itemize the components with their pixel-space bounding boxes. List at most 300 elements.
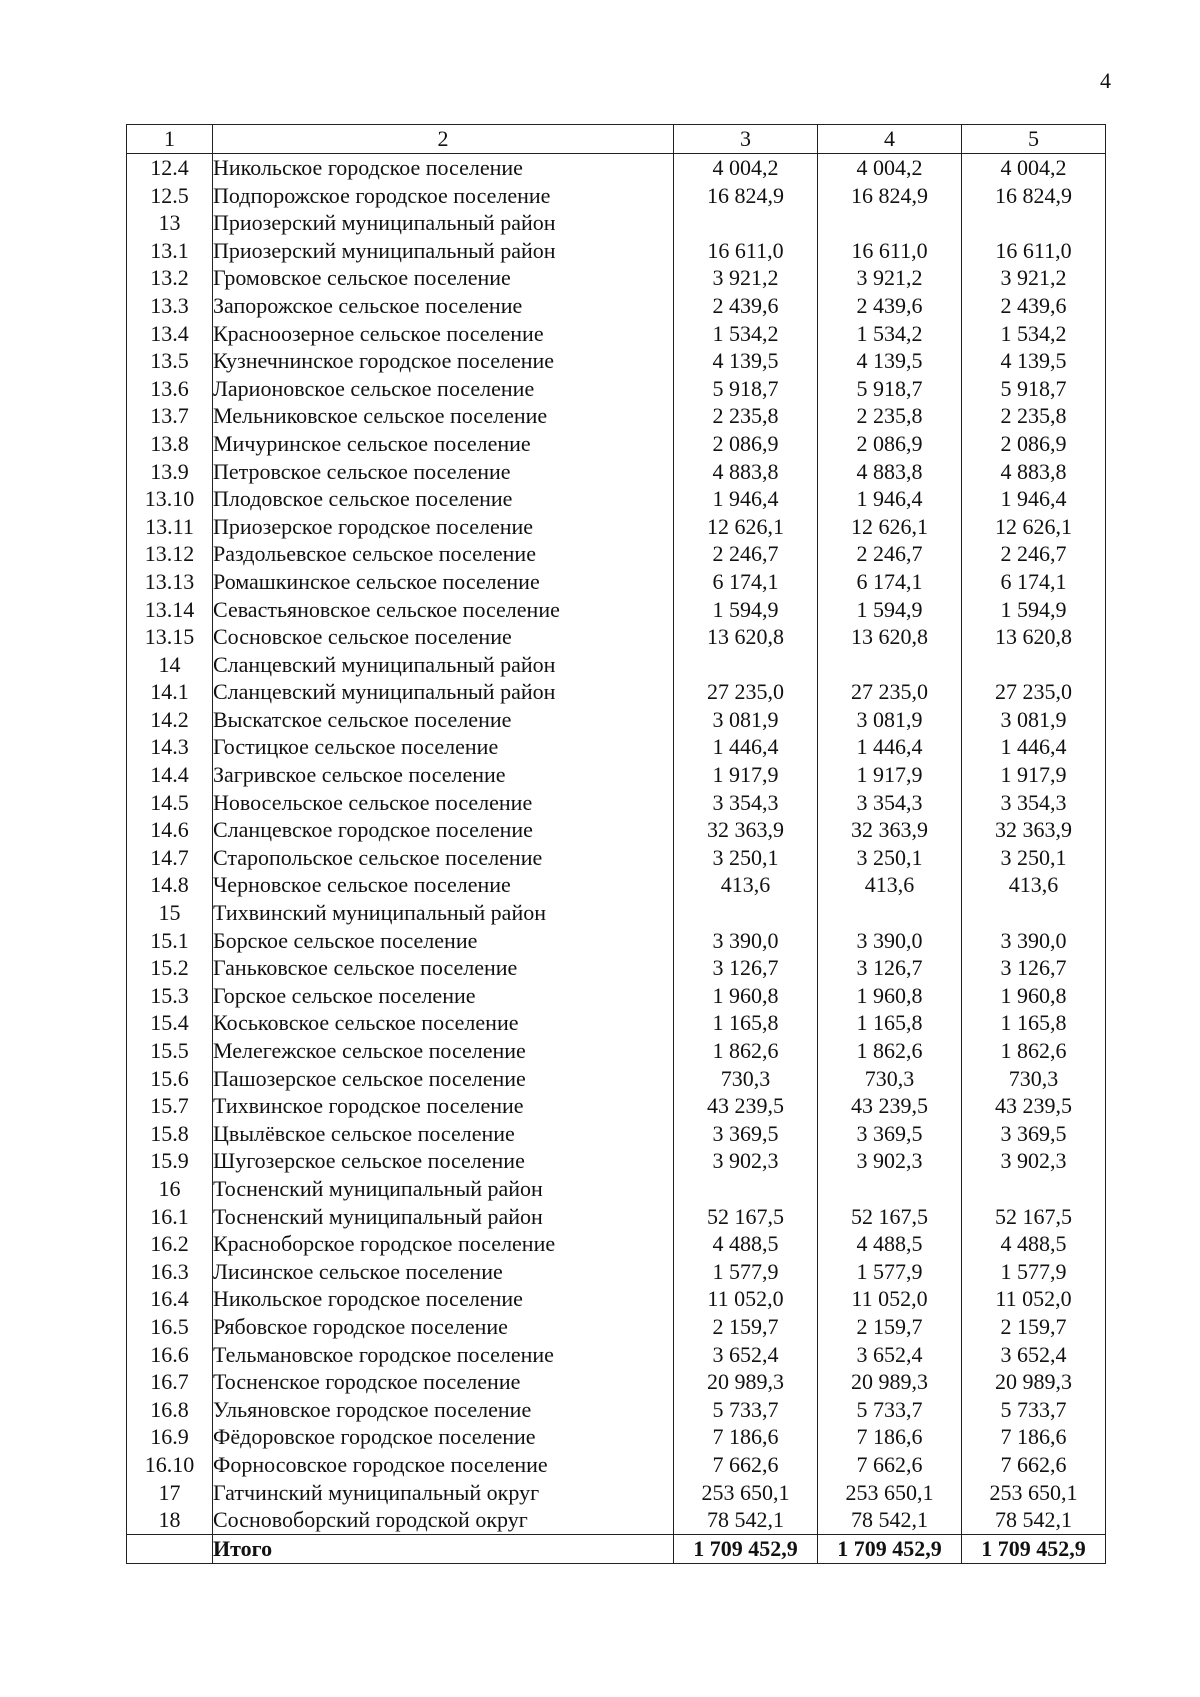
municipality-name: Севастьяновское сельское поселение bbox=[213, 596, 674, 624]
amount-col-4: 1 946,4 bbox=[818, 485, 962, 513]
municipality-name: Тосненский муниципальный район bbox=[213, 1203, 674, 1231]
budget-table bbox=[126, 124, 1106, 1564]
municipality-name: Никольское городское поселение bbox=[213, 1285, 674, 1313]
table-row bbox=[127, 1120, 1106, 1148]
municipality-name: Никольское городское поселение bbox=[213, 154, 674, 182]
total-col-4: 1 709 452,9 bbox=[818, 1534, 962, 1563]
table-row bbox=[127, 789, 1106, 817]
amount-col-5: 253 650,1 bbox=[962, 1479, 1106, 1507]
row-number: 13.3 bbox=[127, 292, 213, 320]
amount-col-5: 3 250,1 bbox=[962, 844, 1106, 872]
amount-col-3: 52 167,5 bbox=[674, 1203, 818, 1231]
row-number: 14.1 bbox=[127, 678, 213, 706]
amount-col-5: 1 862,6 bbox=[962, 1037, 1106, 1065]
amount-col-5: 4 883,8 bbox=[962, 458, 1106, 486]
amount-col-5: 32 363,9 bbox=[962, 816, 1106, 844]
amount-col-4 bbox=[818, 651, 962, 679]
amount-col-5: 1 165,8 bbox=[962, 1009, 1106, 1037]
amount-col-3 bbox=[674, 209, 818, 237]
amount-col-4: 3 921,2 bbox=[818, 264, 962, 292]
amount-col-3: 5 918,7 bbox=[674, 375, 818, 403]
amount-col-4: 2 246,7 bbox=[818, 540, 962, 568]
amount-col-5: 5 918,7 bbox=[962, 375, 1106, 403]
amount-col-4: 6 174,1 bbox=[818, 568, 962, 596]
amount-col-4: 7 662,6 bbox=[818, 1451, 962, 1479]
amount-col-5: 3 126,7 bbox=[962, 954, 1106, 982]
amount-col-3: 2 086,9 bbox=[674, 430, 818, 458]
amount-col-5: 1 446,4 bbox=[962, 733, 1106, 761]
amount-col-3 bbox=[674, 651, 818, 679]
header-col-1: 1 bbox=[127, 125, 213, 154]
municipality-name: Мельниковское сельское поселение bbox=[213, 402, 674, 430]
table-row bbox=[127, 1479, 1106, 1507]
amount-col-4: 3 081,9 bbox=[818, 706, 962, 734]
amount-col-5: 1 577,9 bbox=[962, 1258, 1106, 1286]
amount-col-3: 1 862,6 bbox=[674, 1037, 818, 1065]
municipality-name: Пашозерское сельское поселение bbox=[213, 1065, 674, 1093]
amount-col-3: 3 081,9 bbox=[674, 706, 818, 734]
amount-col-5: 7 662,6 bbox=[962, 1451, 1106, 1479]
amount-col-3 bbox=[674, 899, 818, 927]
row-number: 13.2 bbox=[127, 264, 213, 292]
row-number: 15.9 bbox=[127, 1147, 213, 1175]
amount-col-3: 7 186,6 bbox=[674, 1423, 818, 1451]
amount-col-3: 2 159,7 bbox=[674, 1313, 818, 1341]
table-row bbox=[127, 292, 1106, 320]
amount-col-5: 43 239,5 bbox=[962, 1092, 1106, 1120]
amount-col-5: 78 542,1 bbox=[962, 1506, 1106, 1534]
municipality-name: Сосновское сельское поселение bbox=[213, 623, 674, 651]
row-number: 18 bbox=[127, 1506, 213, 1534]
amount-col-5: 3 369,5 bbox=[962, 1120, 1106, 1148]
amount-col-5: 2 439,6 bbox=[962, 292, 1106, 320]
amount-col-4: 3 390,0 bbox=[818, 927, 962, 955]
total-label: Итого bbox=[213, 1534, 674, 1563]
table-row bbox=[127, 458, 1106, 486]
amount-col-3: 4 883,8 bbox=[674, 458, 818, 486]
amount-col-3: 16 824,9 bbox=[674, 182, 818, 210]
municipality-name: Рябовское городское поселение bbox=[213, 1313, 674, 1341]
table-row bbox=[127, 347, 1106, 375]
table-row bbox=[127, 1285, 1106, 1313]
row-number: 16.9 bbox=[127, 1423, 213, 1451]
municipality-name: Мичуринское сельское поселение bbox=[213, 430, 674, 458]
amount-col-5: 13 620,8 bbox=[962, 623, 1106, 651]
municipality-name: Ромашкинское сельское поселение bbox=[213, 568, 674, 596]
row-number: 15.2 bbox=[127, 954, 213, 982]
table-row bbox=[127, 1451, 1106, 1479]
row-number: 14.7 bbox=[127, 844, 213, 872]
amount-col-3: 32 363,9 bbox=[674, 816, 818, 844]
table-row bbox=[127, 237, 1106, 265]
table-row bbox=[127, 1368, 1106, 1396]
amount-col-3: 3 126,7 bbox=[674, 954, 818, 982]
header-row bbox=[127, 125, 1106, 154]
row-number: 16.7 bbox=[127, 1368, 213, 1396]
municipality-name: Сланцевский муниципальный район bbox=[213, 678, 674, 706]
amount-col-4: 1 594,9 bbox=[818, 596, 962, 624]
amount-col-3: 43 239,5 bbox=[674, 1092, 818, 1120]
table-row bbox=[127, 899, 1106, 927]
amount-col-5: 4 488,5 bbox=[962, 1230, 1106, 1258]
table-row bbox=[127, 596, 1106, 624]
table-row bbox=[127, 954, 1106, 982]
amount-col-3: 730,3 bbox=[674, 1065, 818, 1093]
row-number: 16.10 bbox=[127, 1451, 213, 1479]
amount-col-5: 1 960,8 bbox=[962, 982, 1106, 1010]
total-col-3: 1 709 452,9 bbox=[674, 1534, 818, 1563]
municipality-name: Ларионовское сельское поселение bbox=[213, 375, 674, 403]
amount-col-5: 3 081,9 bbox=[962, 706, 1106, 734]
amount-col-4 bbox=[818, 209, 962, 237]
row-number: 14.3 bbox=[127, 733, 213, 761]
row-number: 14.5 bbox=[127, 789, 213, 817]
amount-col-3: 20 989,3 bbox=[674, 1368, 818, 1396]
municipality-name: Гатчинский муниципальный округ bbox=[213, 1479, 674, 1507]
municipality-name: Тосненское городское поселение bbox=[213, 1368, 674, 1396]
amount-col-4: 1 917,9 bbox=[818, 761, 962, 789]
amount-col-3: 3 250,1 bbox=[674, 844, 818, 872]
row-number: 15.6 bbox=[127, 1065, 213, 1093]
row-number: 15.8 bbox=[127, 1120, 213, 1148]
amount-col-5: 11 052,0 bbox=[962, 1285, 1106, 1313]
municipality-name: Кузнечнинское городское поселение bbox=[213, 347, 674, 375]
municipality-name: Петровское сельское поселение bbox=[213, 458, 674, 486]
amount-col-4: 1 577,9 bbox=[818, 1258, 962, 1286]
table-row bbox=[127, 816, 1106, 844]
amount-col-4: 16 824,9 bbox=[818, 182, 962, 210]
table-row bbox=[127, 320, 1106, 348]
amount-col-3: 3 390,0 bbox=[674, 927, 818, 955]
municipality-name: Сланцевский муниципальный район bbox=[213, 651, 674, 679]
amount-col-4 bbox=[818, 1175, 962, 1203]
row-number: 17 bbox=[127, 1479, 213, 1507]
amount-col-3: 11 052,0 bbox=[674, 1285, 818, 1313]
municipality-name: Ганьковское сельское поселение bbox=[213, 954, 674, 982]
row-number: 14.4 bbox=[127, 761, 213, 789]
amount-col-4: 2 439,6 bbox=[818, 292, 962, 320]
amount-col-4: 1 165,8 bbox=[818, 1009, 962, 1037]
amount-col-4: 3 902,3 bbox=[818, 1147, 962, 1175]
municipality-name: Тосненский муниципальный район bbox=[213, 1175, 674, 1203]
table-row bbox=[127, 402, 1106, 430]
row-number: 12.4 bbox=[127, 154, 213, 182]
table-row bbox=[127, 430, 1106, 458]
row-number: 15.4 bbox=[127, 1009, 213, 1037]
municipality-name: Выскатское сельское поселение bbox=[213, 706, 674, 734]
amount-col-4: 4 488,5 bbox=[818, 1230, 962, 1258]
amount-col-5: 16 824,9 bbox=[962, 182, 1106, 210]
amount-col-4: 413,6 bbox=[818, 871, 962, 899]
amount-col-3: 4 139,5 bbox=[674, 347, 818, 375]
amount-col-5: 3 902,3 bbox=[962, 1147, 1106, 1175]
amount-col-5: 5 733,7 bbox=[962, 1396, 1106, 1424]
amount-col-4: 5 918,7 bbox=[818, 375, 962, 403]
table-row bbox=[127, 182, 1106, 210]
table-row bbox=[127, 1396, 1106, 1424]
table-row bbox=[127, 1203, 1106, 1231]
municipality-name: Тихвинское городское поселение bbox=[213, 1092, 674, 1120]
row-number: 15.7 bbox=[127, 1092, 213, 1120]
amount-col-3: 78 542,1 bbox=[674, 1506, 818, 1534]
amount-col-5 bbox=[962, 1175, 1106, 1203]
amount-col-5 bbox=[962, 899, 1106, 927]
row-number: 16.5 bbox=[127, 1313, 213, 1341]
table-row bbox=[127, 1092, 1106, 1120]
header-col-3: 3 bbox=[674, 125, 818, 154]
amount-col-4: 13 620,8 bbox=[818, 623, 962, 651]
row-number: 14 bbox=[127, 651, 213, 679]
table-row bbox=[127, 982, 1106, 1010]
municipality-name: Красноборское городское поселение bbox=[213, 1230, 674, 1258]
row-number: 14.8 bbox=[127, 871, 213, 899]
amount-col-3: 1 960,8 bbox=[674, 982, 818, 1010]
table-row bbox=[127, 568, 1106, 596]
amount-col-5 bbox=[962, 651, 1106, 679]
amount-col-3: 16 611,0 bbox=[674, 237, 818, 265]
amount-col-4: 11 052,0 bbox=[818, 1285, 962, 1313]
row-number: 14.2 bbox=[127, 706, 213, 734]
total-row bbox=[127, 1534, 1106, 1563]
amount-col-3: 13 620,8 bbox=[674, 623, 818, 651]
municipality-name: Цвылёвское сельское поселение bbox=[213, 1120, 674, 1148]
row-number: 15.1 bbox=[127, 927, 213, 955]
amount-col-5: 3 354,3 bbox=[962, 789, 1106, 817]
table-row bbox=[127, 485, 1106, 513]
municipality-name: Коськовское сельское поселение bbox=[213, 1009, 674, 1037]
amount-col-5: 2 086,9 bbox=[962, 430, 1106, 458]
municipality-name: Гостицкое сельское поселение bbox=[213, 733, 674, 761]
amount-col-5: 1 917,9 bbox=[962, 761, 1106, 789]
amount-col-5: 730,3 bbox=[962, 1065, 1106, 1093]
row-number: 16 bbox=[127, 1175, 213, 1203]
row-number: 13.9 bbox=[127, 458, 213, 486]
amount-col-4: 1 960,8 bbox=[818, 982, 962, 1010]
amount-col-4: 12 626,1 bbox=[818, 513, 962, 541]
row-number: 13.11 bbox=[127, 513, 213, 541]
page-number: 4 bbox=[1100, 68, 1111, 93]
row-number: 13.14 bbox=[127, 596, 213, 624]
amount-col-4: 1 534,2 bbox=[818, 320, 962, 348]
row-number: 13.5 bbox=[127, 347, 213, 375]
row-number: 13.10 bbox=[127, 485, 213, 513]
table-row bbox=[127, 154, 1106, 182]
municipality-name: Приозерский муниципальный район bbox=[213, 237, 674, 265]
amount-col-3: 3 902,3 bbox=[674, 1147, 818, 1175]
row-number: 13.15 bbox=[127, 623, 213, 651]
amount-col-3: 3 369,5 bbox=[674, 1120, 818, 1148]
amount-col-3: 253 650,1 bbox=[674, 1479, 818, 1507]
amount-col-4: 32 363,9 bbox=[818, 816, 962, 844]
amount-col-3: 1 446,4 bbox=[674, 733, 818, 761]
amount-col-3: 2 235,8 bbox=[674, 402, 818, 430]
municipality-name: Красноозерное сельское поселение bbox=[213, 320, 674, 348]
amount-col-4: 4 883,8 bbox=[818, 458, 962, 486]
amount-col-5: 20 989,3 bbox=[962, 1368, 1106, 1396]
municipality-name: Громовское сельское поселение bbox=[213, 264, 674, 292]
amount-col-4: 4 004,2 bbox=[818, 154, 962, 182]
amount-col-3: 1 534,2 bbox=[674, 320, 818, 348]
amount-col-3: 1 165,8 bbox=[674, 1009, 818, 1037]
municipality-name: Старопольское сельское поселение bbox=[213, 844, 674, 872]
amount-col-4: 43 239,5 bbox=[818, 1092, 962, 1120]
amount-col-4: 20 989,3 bbox=[818, 1368, 962, 1396]
total-row-number bbox=[127, 1534, 213, 1563]
municipality-name: Приозерское городское поселение bbox=[213, 513, 674, 541]
table-row bbox=[127, 761, 1106, 789]
municipality-name: Форносовское городское поселение bbox=[213, 1451, 674, 1479]
table-row bbox=[127, 678, 1106, 706]
table-row bbox=[127, 871, 1106, 899]
municipality-name: Плодовское сельское поселение bbox=[213, 485, 674, 513]
amount-col-5 bbox=[962, 209, 1106, 237]
row-number: 15.5 bbox=[127, 1037, 213, 1065]
amount-col-4: 3 354,3 bbox=[818, 789, 962, 817]
amount-col-3: 5 733,7 bbox=[674, 1396, 818, 1424]
amount-col-4: 52 167,5 bbox=[818, 1203, 962, 1231]
amount-col-4: 78 542,1 bbox=[818, 1506, 962, 1534]
amount-col-3: 2 246,7 bbox=[674, 540, 818, 568]
table-row bbox=[127, 1506, 1106, 1534]
table-body bbox=[127, 154, 1106, 1564]
total-col-5: 1 709 452,9 bbox=[962, 1534, 1106, 1563]
amount-col-3: 3 354,3 bbox=[674, 789, 818, 817]
amount-col-3: 12 626,1 bbox=[674, 513, 818, 541]
municipality-name: Мелегежское сельское поселение bbox=[213, 1037, 674, 1065]
table-row bbox=[127, 1175, 1106, 1203]
row-number: 13.12 bbox=[127, 540, 213, 568]
municipality-name: Тихвинский муниципальный район bbox=[213, 899, 674, 927]
amount-col-4: 2 235,8 bbox=[818, 402, 962, 430]
municipality-name: Горское сельское поселение bbox=[213, 982, 674, 1010]
municipality-name: Запорожское сельское поселение bbox=[213, 292, 674, 320]
row-number: 13.8 bbox=[127, 430, 213, 458]
amount-col-4: 7 186,6 bbox=[818, 1423, 962, 1451]
amount-col-5: 1 594,9 bbox=[962, 596, 1106, 624]
table-row bbox=[127, 623, 1106, 651]
amount-col-4: 16 611,0 bbox=[818, 237, 962, 265]
table-row bbox=[127, 706, 1106, 734]
amount-col-3: 4 488,5 bbox=[674, 1230, 818, 1258]
table-row bbox=[127, 651, 1106, 679]
row-number: 16.1 bbox=[127, 1203, 213, 1231]
amount-col-5: 16 611,0 bbox=[962, 237, 1106, 265]
amount-col-4: 5 733,7 bbox=[818, 1396, 962, 1424]
amount-col-3: 1 946,4 bbox=[674, 485, 818, 513]
amount-col-5: 6 174,1 bbox=[962, 568, 1106, 596]
municipality-name: Фёдоровское городское поселение bbox=[213, 1423, 674, 1451]
amount-col-5: 7 186,6 bbox=[962, 1423, 1106, 1451]
municipality-name: Лисинское сельское поселение bbox=[213, 1258, 674, 1286]
header-col-5: 5 bbox=[962, 125, 1106, 154]
municipality-name: Тельмановское городское поселение bbox=[213, 1341, 674, 1369]
municipality-name: Новосельское сельское поселение bbox=[213, 789, 674, 817]
row-number: 13.4 bbox=[127, 320, 213, 348]
amount-col-4: 3 369,5 bbox=[818, 1120, 962, 1148]
amount-col-3: 1 917,9 bbox=[674, 761, 818, 789]
amount-col-5: 1 946,4 bbox=[962, 485, 1106, 513]
amount-col-5: 12 626,1 bbox=[962, 513, 1106, 541]
table-row bbox=[127, 1147, 1106, 1175]
row-number: 16.3 bbox=[127, 1258, 213, 1286]
row-number: 13.6 bbox=[127, 375, 213, 403]
amount-col-3: 27 235,0 bbox=[674, 678, 818, 706]
amount-col-5: 2 235,8 bbox=[962, 402, 1106, 430]
row-number: 16.6 bbox=[127, 1341, 213, 1369]
amount-col-3: 4 004,2 bbox=[674, 154, 818, 182]
table-row bbox=[127, 844, 1106, 872]
table-row bbox=[127, 540, 1106, 568]
amount-col-4: 730,3 bbox=[818, 1065, 962, 1093]
table-row bbox=[127, 375, 1106, 403]
table-row bbox=[127, 1009, 1106, 1037]
amount-col-3: 2 439,6 bbox=[674, 292, 818, 320]
row-number: 12.5 bbox=[127, 182, 213, 210]
amount-col-3: 3 921,2 bbox=[674, 264, 818, 292]
amount-col-5: 3 390,0 bbox=[962, 927, 1106, 955]
table-row bbox=[127, 1423, 1106, 1451]
table-row bbox=[127, 264, 1106, 292]
row-number: 14.6 bbox=[127, 816, 213, 844]
amount-col-4: 2 086,9 bbox=[818, 430, 962, 458]
row-number: 16.4 bbox=[127, 1285, 213, 1313]
table-row bbox=[127, 1230, 1106, 1258]
amount-col-3: 3 652,4 bbox=[674, 1341, 818, 1369]
municipality-name: Подпорожское городское поселение bbox=[213, 182, 674, 210]
header-col-2: 2 bbox=[213, 125, 674, 154]
municipality-name: Борское сельское поселение bbox=[213, 927, 674, 955]
table-row bbox=[127, 513, 1106, 541]
table-row bbox=[127, 1258, 1106, 1286]
amount-col-4 bbox=[818, 899, 962, 927]
table-row bbox=[127, 1037, 1106, 1065]
amount-col-5: 27 235,0 bbox=[962, 678, 1106, 706]
table-row bbox=[127, 1341, 1106, 1369]
amount-col-3: 413,6 bbox=[674, 871, 818, 899]
amount-col-4: 1 862,6 bbox=[818, 1037, 962, 1065]
amount-col-4: 4 139,5 bbox=[818, 347, 962, 375]
amount-col-5: 4 004,2 bbox=[962, 154, 1106, 182]
row-number: 16.2 bbox=[127, 1230, 213, 1258]
header-col-4: 4 bbox=[818, 125, 962, 154]
amount-col-5: 3 652,4 bbox=[962, 1341, 1106, 1369]
row-number: 13.13 bbox=[127, 568, 213, 596]
amount-col-5: 1 534,2 bbox=[962, 320, 1106, 348]
amount-col-5: 2 159,7 bbox=[962, 1313, 1106, 1341]
municipality-name: Сосновоборский городской округ bbox=[213, 1506, 674, 1534]
amount-col-3: 1 594,9 bbox=[674, 596, 818, 624]
table-row bbox=[127, 209, 1106, 237]
row-number: 13 bbox=[127, 209, 213, 237]
municipality-name: Приозерский муниципальный район bbox=[213, 209, 674, 237]
amount-col-4: 2 159,7 bbox=[818, 1313, 962, 1341]
row-number: 13.7 bbox=[127, 402, 213, 430]
amount-col-4: 253 650,1 bbox=[818, 1479, 962, 1507]
amount-col-4: 3 652,4 bbox=[818, 1341, 962, 1369]
table-row bbox=[127, 927, 1106, 955]
table-row bbox=[127, 733, 1106, 761]
municipality-name: Ульяновское городское поселение bbox=[213, 1396, 674, 1424]
municipality-name: Сланцевское городское поселение bbox=[213, 816, 674, 844]
table-row bbox=[127, 1313, 1106, 1341]
municipality-name: Шугозерское сельское поселение bbox=[213, 1147, 674, 1175]
table-header bbox=[127, 125, 1106, 154]
row-number: 16.8 bbox=[127, 1396, 213, 1424]
row-number: 15.3 bbox=[127, 982, 213, 1010]
amount-col-4: 1 446,4 bbox=[818, 733, 962, 761]
amount-col-5: 413,6 bbox=[962, 871, 1106, 899]
amount-col-3: 1 577,9 bbox=[674, 1258, 818, 1286]
